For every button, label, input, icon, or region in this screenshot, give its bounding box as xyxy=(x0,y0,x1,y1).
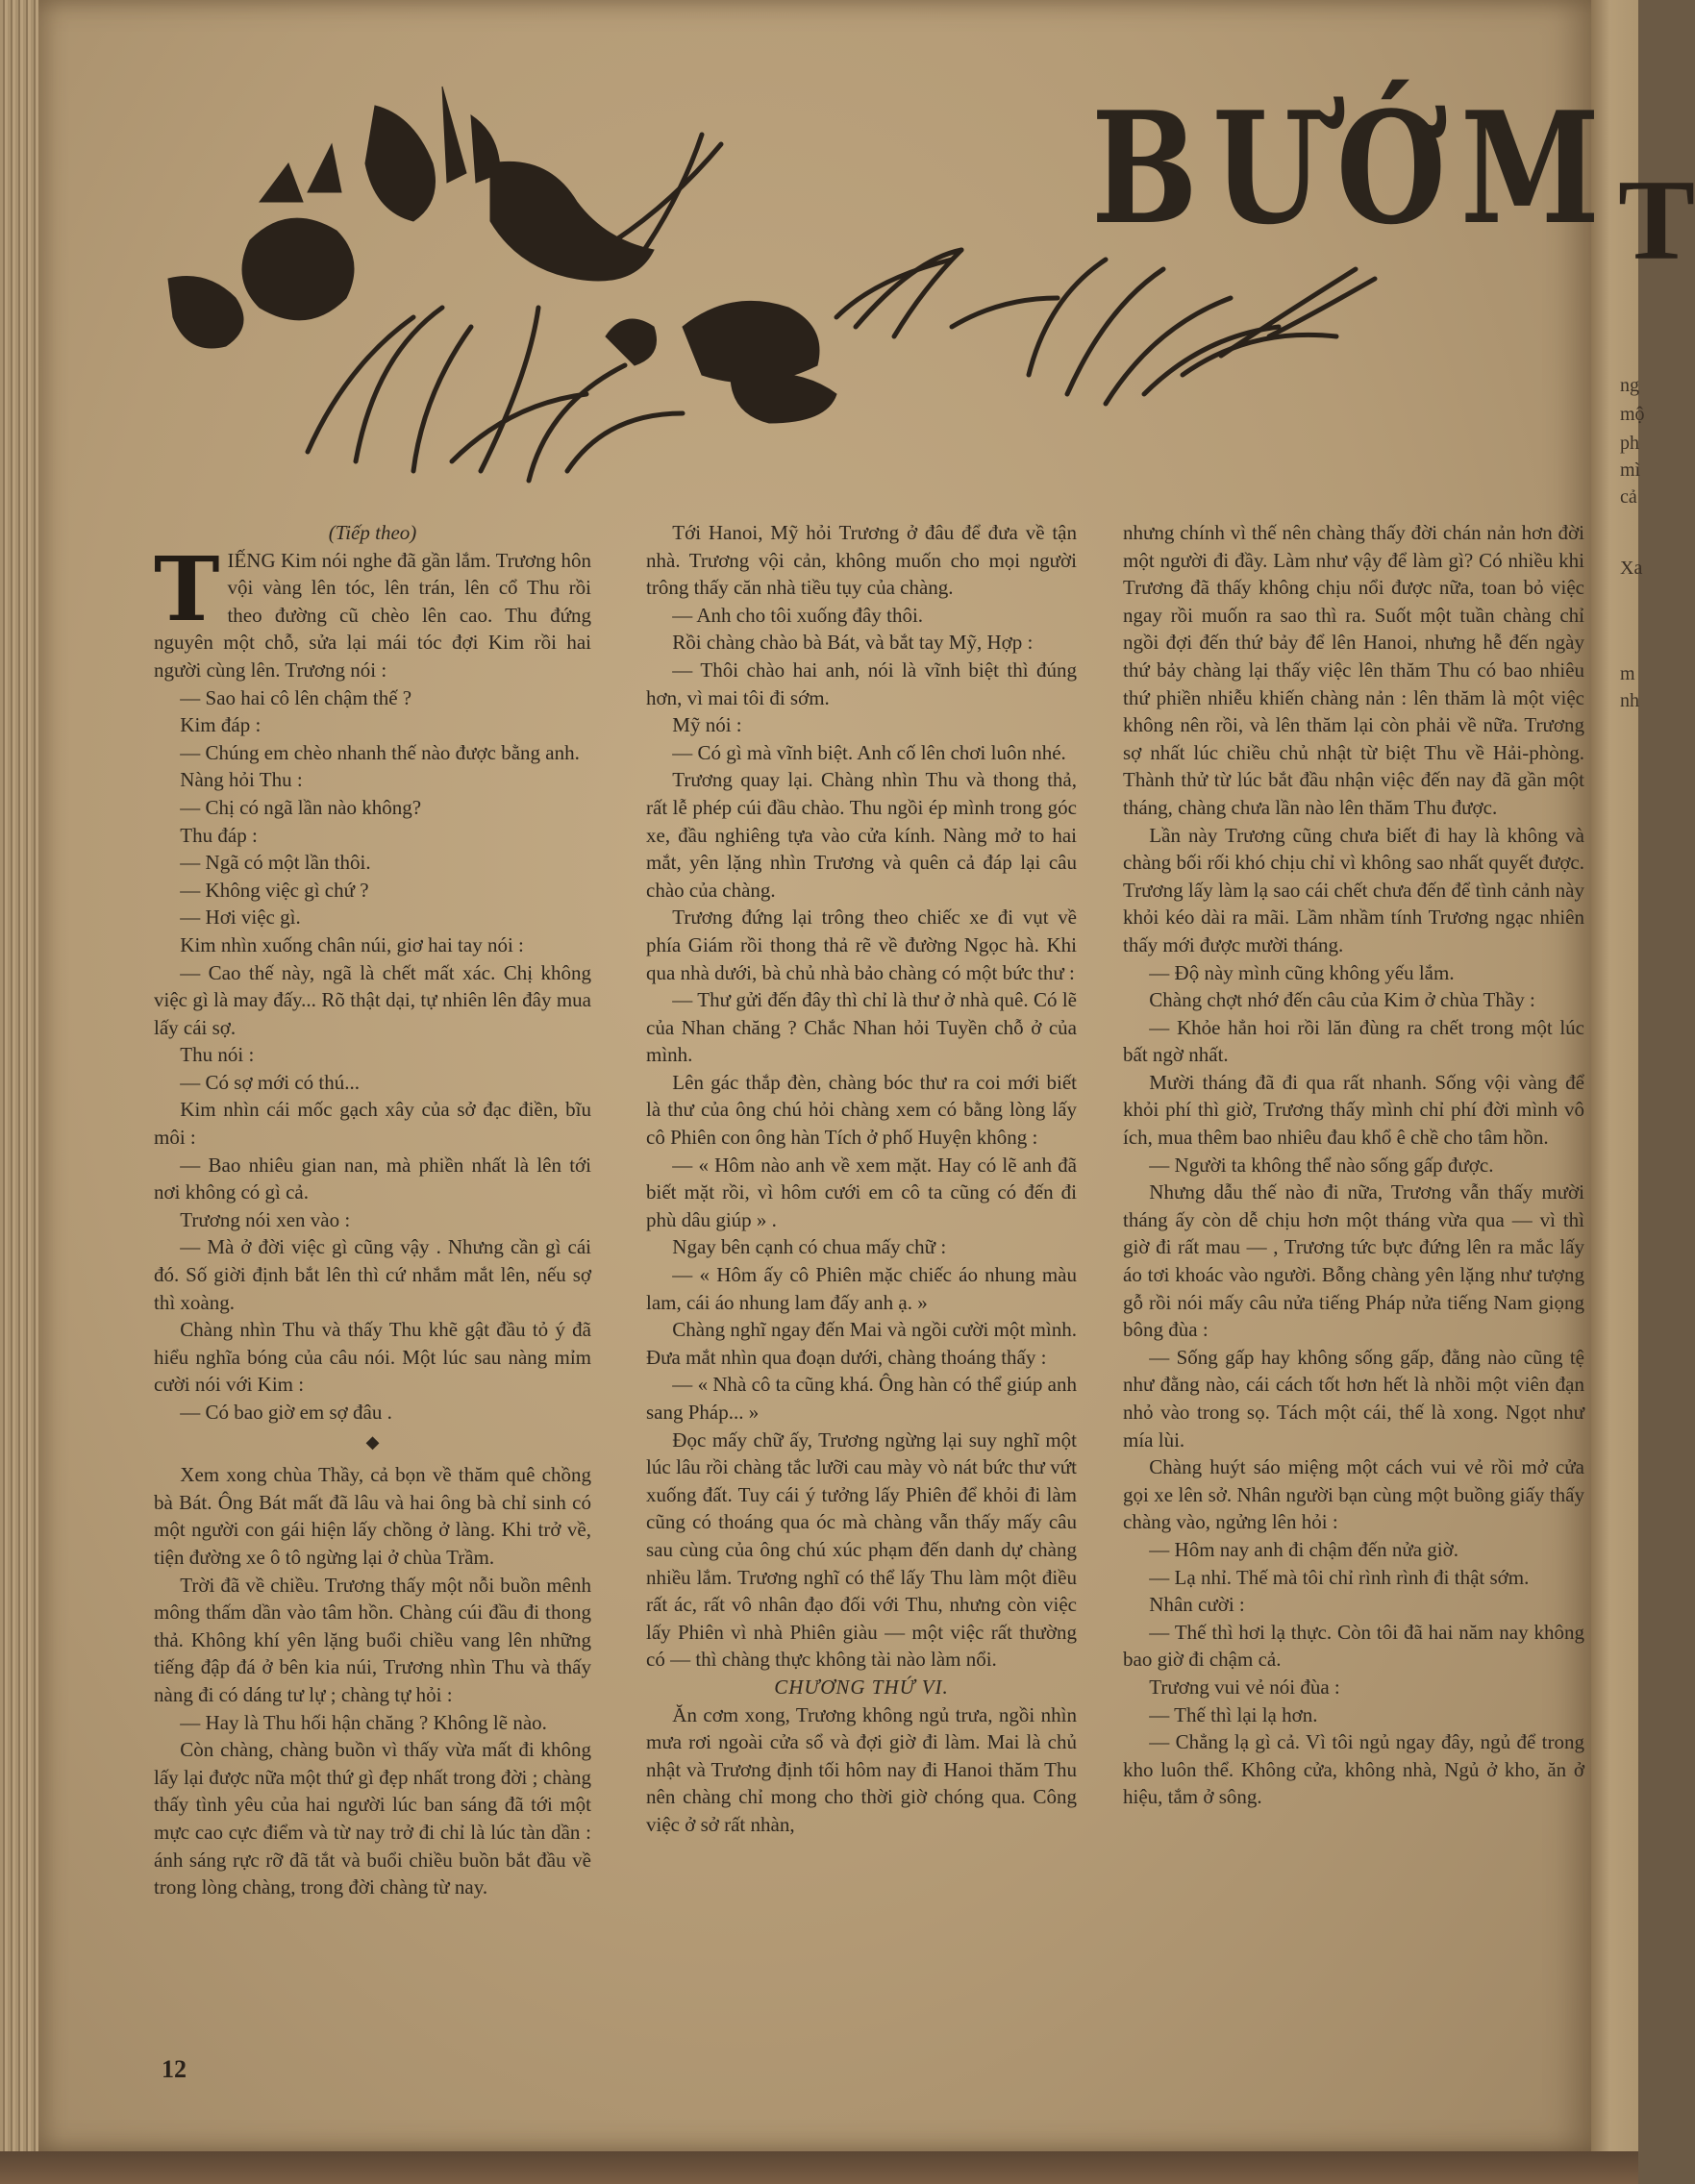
paragraph: — Có bao giờ em sợ đâu . xyxy=(180,1401,392,1424)
paragraph: — Hay là Thu hối hận chăng ? Không lẽ nào. xyxy=(180,1710,547,1734)
paragraph: — Cao thế này, ngã là chết mất xác. Chị không việc gì là may đấy... Rõ thật dại, tự nhiên lên đây mua lấy cái sợ. xyxy=(154,960,591,1039)
grass-stroke xyxy=(1269,279,1375,336)
animal-shape xyxy=(242,218,354,320)
paragraph: — Khỏe hẳn hoi rồi lăn đùng ra chết trong một lúc bất ngờ nhất. xyxy=(1123,1015,1584,1067)
paragraph: — Thế thì hơi lạ thực. Còn tôi đã hai năm nay không bao giờ đi chậm cả. xyxy=(1123,1620,1584,1672)
paragraph: — Hơi việc gì. xyxy=(180,906,301,930)
grass-stroke xyxy=(481,308,538,471)
paragraph: Ăn cơm xong, Trương không ngủ trưa, ngồi nhìn mưa rơi ngoài cửa sổ và đợi giờ đi làm. Mai là chủ nhật và Trương định tối hôm nay đi Hanoi thăm Thu nên chàng chỉ mong cho thời giờ chóng qua. Công việc ở sở rất nhàn, xyxy=(646,1702,1077,1836)
grass-stroke xyxy=(1183,335,1336,375)
paragraph: — Thư gửi đến đây thì chỉ là thư ở nhà quê. Có lẽ của Nhan chăng ? Chắc Nhan hỏi Tuyền chỗ ở của mình. xyxy=(646,988,1077,1067)
paragraph: Chàng nhìn Thu và thấy Thu khẽ gật đầu tỏ ý đã hiểu nghĩa bóng của câu nói. Một lúc sau nàng mỉm cười nói với Kim : xyxy=(154,1318,591,1397)
animal-shape xyxy=(606,319,657,365)
paragraph: — Có sợ mới có thú... xyxy=(180,1070,361,1094)
next-page-edge xyxy=(1591,0,1695,2151)
next-page-fragment: Xa xyxy=(1620,558,1643,579)
paragraph: — Lạ nhỉ. Thế mà tôi chỉ rình rình đi thật sớm. xyxy=(1149,1565,1530,1589)
ink-illustration xyxy=(163,87,1394,509)
paragraph: — Sống gấp hay không sống gấp, đằng nào cũng tệ như đằng nào, cái cách tốt hơn hết là nhồi một viên đạn nhỏ vào trong sọ. Tách một cái, thế là xong. Ngọt như mía lùi. xyxy=(1123,1345,1584,1452)
next-page-fragment: mộ xyxy=(1620,404,1645,425)
drop-cap: T xyxy=(154,536,220,641)
page-number: 12 xyxy=(162,2055,187,2083)
next-page-title-letter: T xyxy=(1618,156,1695,284)
paragraph: nhưng chính vì thế nên chàng thấy đời chán nản hơn đời một người đi đầy. Làm như vậy để làm gì? Có nhiều khi Trương đã thấy không chịu nổi được nữa, toan bỏ việc ngay rồi muốn ra sao thì ra. Suốt một tuần chàng chỉ ngồi đợi đến thứ bảy để lên Hanoi, nhưng hễ đến ngày thứ bảy chàng lại thấy việc lên thăm Thu có bao nhiêu thứ phiền nhiễu khiến chàng nản : lên thăm là một việc không nên rồi, và lên thăm lại còn phải về nữa. Trương sợ nhất lúc chiều chủ nhật từ biệt Thu về Hải-phòng. Thành thử từ lúc bắt đầu nhận việc đến nay đã gần một tháng, chàng chưa lần nào lên thăm Thu được. xyxy=(1123,521,1584,819)
paragraph: Mỹ nói : xyxy=(672,713,742,737)
grass-stroke xyxy=(1221,269,1356,356)
next-page-fragment: ph xyxy=(1620,433,1639,454)
paragraph: — Anh cho tôi xuống đây thôi. xyxy=(672,603,924,627)
grass-stroke xyxy=(452,394,586,461)
paragraph: Đọc mấy chữ ấy, Trương ngừng lại suy nghĩ một lúc lâu rồi chàng tắc lưỡi cau mày vò nát bức thư vứt xuống đất. Tuy cái ý tưởng lấy Phiên để khỏi đi làm cũng có thoáng qua óc mà chàng vẫn thấy mấy câu sau cùng của ông chú xúc phạm đến danh dự chàng nhiều lắm. Trương nghĩ có thể lấy Thu làm một điều rất ác, rất vô nhân đạo đối với Thu, nhưng còn việc lấy Phiên vì nhà Phiên giàu — một việc rất thường có — thì chàng thực không tài nào làm nổi. xyxy=(646,1427,1077,1672)
paragraph: — Có gì mà vĩnh biệt. Anh cố lên chơi luôn nhé. xyxy=(672,740,1066,764)
grass-stroke xyxy=(1067,269,1163,394)
paragraph: Nhưng dẫu thế nào đi nữa, Trương vẫn thấy mười tháng ấy còn dễ chịu hơn một tháng vừa qua — vì thì giờ đi rất mau — , Trương tức bực đứng lên ra mắc lấy áo tơi khoác vào người. Bỗng chàng yên lặng như tượng gỗ rồi nói mấy câu nửa tiếng Pháp nửa tiếng Nam giọng bông đùa : xyxy=(1123,1180,1584,1342)
animal-shape xyxy=(365,106,436,221)
next-page-fragment: nh xyxy=(1620,690,1639,711)
section-divider: ◆ xyxy=(365,1431,380,1452)
paragraph: — Không việc gì chứ ? xyxy=(180,878,369,902)
paragraph: — Người ta không thể nào sống gấp được. xyxy=(1149,1153,1494,1177)
paragraph: — Hôm nay anh đi chậm đến nửa giờ. xyxy=(1149,1537,1458,1561)
paragraph: Thu đáp : xyxy=(180,823,258,847)
grass-stroke xyxy=(615,144,721,240)
next-page-fragment: mì xyxy=(1620,459,1641,481)
paragraph: Trời đã về chiều. Trương thấy một nỗi buồn mênh mông thấm dần vào tâm hồn. Chàng cúi đầu đi thong thả. Không khí yên lặng buổi chiều vang lên những tiếng đập đá ở bên kia núi, Trương nhìn Thu và thấy nàng đi có dáng tư lự ; chàng tự hỏi : xyxy=(154,1573,591,1706)
chapter-heading: CHƯƠNG THỨ VI. xyxy=(774,1675,949,1699)
next-page-fragment: ng xyxy=(1620,375,1639,396)
animal-shape xyxy=(260,144,341,202)
paragraph: Trương quay lại. Chàng nhìn Thu và thong thả, rất lễ phép cúi đầu chào. Thu ngồi ép mình trong góc xe, đầu nghiêng tựa vào cửa kính. Nàng mở to hai mắt, yên lặng nhìn Trương và quên cả đáp lại câu chào của chàng. xyxy=(646,768,1077,902)
grass-stroke xyxy=(1029,260,1106,375)
paragraph: — « Nhà cô ta cũng khá. Ông hàn có thể giúp anh sang Pháp... » xyxy=(646,1373,1077,1424)
paragraph: — Mà ở đời việc gì cũng vậy . Nhưng cần gì cái đó. Số giời định bắt lên thì cứ nhắm mắt lên, nếu sợ thì xoàng. xyxy=(154,1235,591,1314)
paragraph: Kim nhìn xuống chân núi, giơ hai tay nói : xyxy=(180,932,524,956)
paragraph: — « Hôm ấy cô Phiên mặc chiếc áo nhung màu lam, cái áo nhung lam đấy anh ạ. » xyxy=(646,1263,1077,1314)
paragraph: — Sao hai cô lên chậm thế ? xyxy=(180,685,412,709)
grass-stroke xyxy=(567,413,683,471)
paragraph: — Thôi chào hai anh, nói là vĩnh biệt thì đúng hơn, vì mai tôi đi sớm. xyxy=(646,658,1077,709)
lead-text: IẾNG Kim nói nghe đã gần lắm. Trương hôn vội vàng lên tóc, lên trán, lên cổ Thu rồi theo đường cũ chèo lên cao. Thu đứng nguyên một chỗ, sửa lại mái tóc đợi Kim rồi hai người cùng lên. Trương nói : xyxy=(154,548,591,682)
paragraph: — Chẳng lạ gì cả. Vì tôi ngủ ngay đây, ngủ để trong kho luôn thể. Không cửa, không nhà, Ngủ ở kho, ăn ở hiệu, tắm ở sông. xyxy=(1123,1730,1584,1809)
next-page-fragment: cả xyxy=(1620,486,1637,508)
text-column-2 xyxy=(646,519,1077,1839)
paragraph: — Ngã có một lần thôi. xyxy=(180,851,371,875)
grass-stroke xyxy=(529,365,625,481)
paragraph: Còn chàng, chàng buồn vì thấy vừa mất đi không lấy lại được nữa một thứ gì đẹp nhất trong đời ; chàng thấy tình yêu của hai người lúc ban sáng đã tới một mực cao cực điểm và từ nay trở đi chỉ là lúc tàn dần : ánh sáng rực rỡ đã tắt và buổi chiều buồn bắt đầu về trong lòng chàng, trong đời chàng từ nay. xyxy=(154,1738,591,1899)
paragraph: — Thế thì lại lạ hơn. xyxy=(1149,1702,1318,1726)
grass-stroke xyxy=(952,298,1058,327)
paragraph: Trương vui vẻ nói đùa : xyxy=(1149,1675,1340,1699)
paragraph: Kim đáp : xyxy=(180,713,262,737)
text-column-1 xyxy=(154,519,591,1901)
paragraph: Nhân cười : xyxy=(1149,1593,1245,1617)
paragraph: Tới Hanoi, Mỹ hỏi Trương ở đâu để đưa về tận nhà. Trương vội cản, không muốn cho mọi người trông thấy căn nhà tiều tụy của chàng. xyxy=(646,521,1077,600)
paragraph: Nàng hỏi Thu : xyxy=(180,768,303,792)
paragraph: Lần này Trương cũng chưa biết đi hay là không và chàng bối rối khó chịu chỉ vì không sao nhất quyết được. Trương lấy làm lạ sao cái chết chưa đến để tình cảnh này khỏi kéo dài ra mãi. Lầm nhầm tính Trương ngạc nhiên thấy mới được mười tháng. xyxy=(1123,823,1584,956)
text-column-3 xyxy=(1123,519,1584,1811)
paragraph: — Chị có ngã lần nào không? xyxy=(180,795,422,819)
paragraph: — « Hôm nào anh về xem mặt. Hay có lẽ anh đã biết mặt rồi, vì hôm cưới em cô ta cũng có đến đi phù dâu giúp » . xyxy=(646,1153,1077,1231)
animal-shape xyxy=(168,277,243,349)
animal-shape xyxy=(683,301,819,383)
paragraph: — Độ này mình cũng không yếu lắm. xyxy=(1149,960,1455,984)
grass-stroke xyxy=(1106,298,1231,404)
paragraph: Chàng chợt nhớ đến câu của Kim ở chùa Thầy : xyxy=(1149,988,1535,1012)
paragraph: Thu nói : xyxy=(180,1043,255,1067)
paragraph: Chàng huýt sáo miệng một cách vui vẻ rồi mở cửa gọi xe lên sở. Nhân người bạn cùng một buồng giấy thấy chàng vào, ngửng lên hỏi : xyxy=(1123,1455,1584,1534)
paragraph: Mười tháng đã đi qua rất nhanh. Sống vội vàng để khỏi phí thì giờ, Trương thấy mình chỉ phí đời mình vô ích, mua thêm bao nhiêu đau khổ ê chề cho tâm hồn. xyxy=(1123,1070,1584,1150)
paragraph: Trương nói xen vào : xyxy=(180,1207,351,1231)
continued-label: (Tiếp theo) xyxy=(328,521,417,544)
paragraph: — Chúng em chèo nhanh thế nào được bằng anh. xyxy=(180,740,580,764)
next-page-fragment: m xyxy=(1620,663,1635,684)
paragraph: Ngay bên cạnh có chua mấy chữ : xyxy=(672,1235,947,1259)
paragraph: Kim nhìn cái mốc gạch xây của sở đạc điền, bĩu môi : xyxy=(154,1098,591,1150)
lead-paragraph xyxy=(154,536,591,684)
paragraph: Lên gác thắp đèn, chàng bóc thư ra coi mới biết là thư của ông chú hỏi chàng xem có bằng lòng lấy cô Phiên con ông hàn Tích ở phố Huyện không : xyxy=(646,1070,1077,1150)
paragraph: Rồi chàng chào bà Bát, và bắt tay Mỹ, Hợp : xyxy=(672,631,1034,655)
paragraph: Trương đứng lại trông theo chiếc xe đi vụt về phía Giám rồi thong thả rẽ về đường Ngọc hà. Khi qua nhà dưới, bà chủ nhà bảo chàng có một bức thư : xyxy=(646,906,1077,984)
table-surface xyxy=(0,2151,1638,2184)
paragraph: Chàng nghĩ ngay đến Mai và ngồi cười một mình. Đưa mắt nhìn qua đoạn dưới, chàng thoáng thấy : xyxy=(646,1318,1077,1369)
paragraph: — Bao nhiêu gian nan, mà phiền nhất là lên tới nơi không có gì cả. xyxy=(154,1153,591,1204)
animal-shape xyxy=(731,373,836,424)
animal-shape xyxy=(490,161,654,281)
paragraph: Xem xong chùa Thầy, cả bọn về thăm quê chồng bà Bát. Ông Bát mất đã lâu và hai ông bà chỉ sinh có một người con gái hiện lấy chồng ở làng. Khi trở về, tiện đường xe ô tô ngừng lại ở chùa Trầm. xyxy=(154,1463,591,1569)
story-title: BƯỚM xyxy=(1091,78,1614,259)
